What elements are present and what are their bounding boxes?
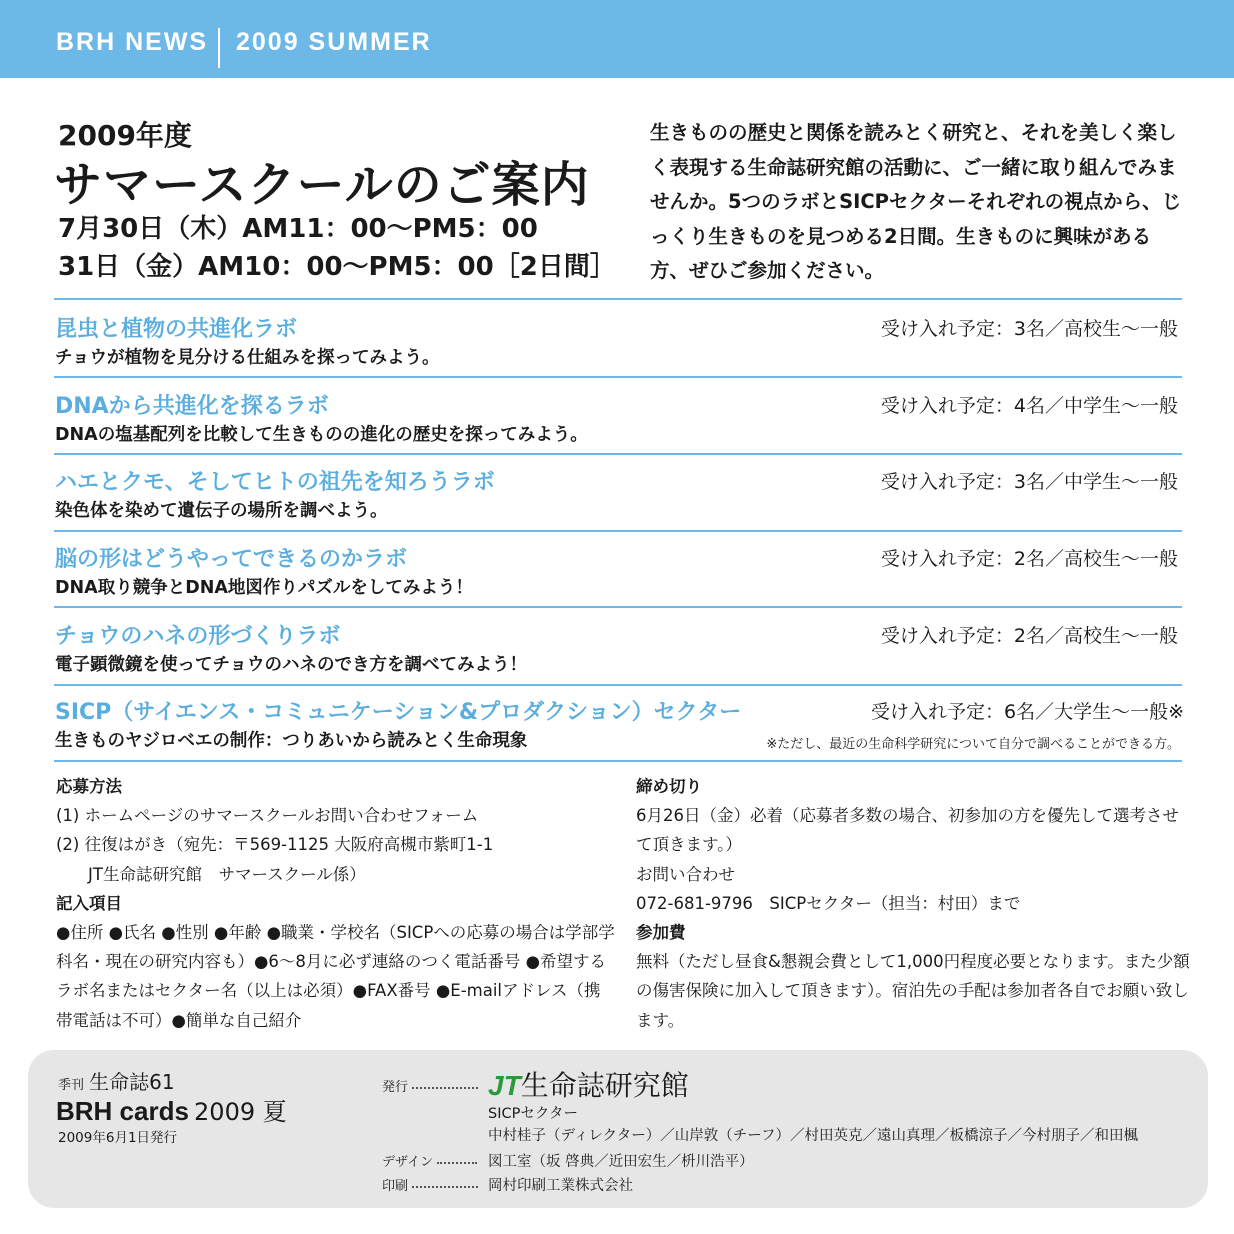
kikan-label: 季刊 bbox=[58, 1078, 85, 1093]
intro-text: 生きものの歴史と関係を読みとく研究と、それを美しく楽しく表現する生命誌研究館の活動に、ご一緒に取り組んでみませんか。5つのラボとSICPセクターそれぞれの視点から、じっくり生きものを見つめる2日間。生きものに興味がある方、ぜひご参加ください。 bbox=[650, 121, 1182, 283]
lab-description: 染色体を染めて遺伝子の場所を調べよう。 bbox=[55, 501, 388, 521]
lab-description: 電子顕微鏡を使ってチョウのハネのでき方を調べてみよう！ bbox=[55, 655, 527, 675]
lab-capacity: 受け入れ予定：3名／高校生～一般 bbox=[880, 318, 1178, 340]
hero-year: 2009年度 bbox=[58, 119, 192, 152]
lab-capacity: 受け入れ予定：4名／中学生～一般 bbox=[880, 395, 1178, 417]
brand-title: BRH NEWS bbox=[56, 28, 209, 56]
sector-description: 生きものヤジロベエの制作：つりあいから読みとく生命現象 bbox=[55, 731, 528, 751]
print-label: 印刷 bbox=[382, 1179, 409, 1194]
lab-name: 昆虫と植物の共進化ラボ bbox=[55, 317, 298, 342]
lab-capacity: 受け入れ予定：2名／高校生～一般 bbox=[880, 625, 1178, 647]
method-item: JT生命誌研究館 サマースクール係） bbox=[88, 864, 366, 884]
schedule-day2: 31日（金）AM10：00～PM5：00［2日間］ bbox=[58, 252, 616, 282]
lab-description: チョウが植物を見分ける仕組みを探ってみよう。 bbox=[55, 348, 440, 368]
cards-line bbox=[56, 1092, 287, 1127]
jt-logo bbox=[488, 1064, 689, 1104]
issue-title: 2009 SUMMER bbox=[236, 28, 432, 56]
deadline-heading: 締め切り bbox=[636, 777, 702, 796]
method-item: (2) 往復はがき（宛先：〒569-1125 大阪府高槻市紫町1-1 bbox=[56, 835, 494, 855]
items-heading: 記入項目 bbox=[56, 893, 122, 913]
fee-text: 無料（ただし昼食&懇親会費として1,000円程度必要となります。また少額の傷害保険に加入して頂きます）。宿泊先の手配は参加者各自でお願い致します。 bbox=[636, 952, 1190, 1030]
divider bbox=[54, 298, 1182, 300]
header-divider bbox=[218, 28, 220, 68]
divider bbox=[54, 453, 1182, 455]
fee-heading: 参加費 bbox=[636, 923, 686, 943]
jt-logo-mark: JT bbox=[488, 1070, 521, 1101]
cards-title: BRH cards bbox=[56, 1096, 189, 1126]
lab-name: チョウのハネの形づくりラボ bbox=[55, 624, 341, 649]
issue-date: 2009年6月1日発行 bbox=[58, 1130, 178, 1146]
divider bbox=[54, 760, 1182, 762]
lab-description: DNAの塩基配列を比較して生きものの進化の歴史を探ってみよう。 bbox=[55, 425, 588, 445]
divider bbox=[54, 376, 1182, 378]
divider bbox=[54, 606, 1182, 608]
sector-label: SICPセクター bbox=[488, 1106, 579, 1122]
application-section bbox=[56, 772, 616, 1035]
deadline-text: 6月26日（金）必着（応募者多数の場合、初参加の方を優先して選考させて頂きます。） bbox=[636, 806, 1179, 855]
lab-description: DNA取り競争とDNA地図作りパズルをしてみよう！ bbox=[55, 578, 473, 598]
header-bar bbox=[0, 0, 1234, 78]
deadline-section bbox=[636, 772, 1192, 1035]
lab-name: 脳の形はどうやってできるのかラボ bbox=[55, 547, 408, 572]
divider bbox=[54, 684, 1182, 686]
sector-capacity: 受け入れ予定：6名／大学生～一般※ bbox=[870, 701, 1184, 723]
publisher-row bbox=[382, 1076, 478, 1095]
printer-credit: 岡村印刷工業株式会社 bbox=[488, 1178, 633, 1194]
divider bbox=[54, 530, 1182, 532]
design-credit: 図工室（坂 啓典／近田宏生／枡川浩平） bbox=[488, 1154, 754, 1170]
items-text: ●住所 ●氏名 ●性別 ●年齢 ●職業・学校名（SICPへの応募の場合は学部学科名・現在の研究内容も）●6～8月に必ず連絡のつく電話番号 ●希望するラボ名またはセクター名（以上は必須）●FAX番号 ●E-mailアドレス（携帯電話は不可）●簡単な自己紹介 bbox=[56, 923, 615, 1030]
magazine-name: 生命誌61 bbox=[89, 1070, 175, 1094]
contact-label: お問い合わせ bbox=[636, 864, 735, 884]
staff-list: 中村桂子（ディレクター）／山岸敦（チーフ）／村田英克／遠山真理／板橋涼子／今村朋子／和田楓 bbox=[488, 1128, 1139, 1144]
season: 2009 夏 bbox=[194, 1098, 287, 1126]
publisher-label: 発行 bbox=[382, 1080, 409, 1095]
lab-name: DNAから共進化を探るラボ bbox=[55, 394, 329, 419]
jt-logo-text: 生命誌研究館 bbox=[520, 1069, 689, 1102]
leader-dots bbox=[412, 1087, 478, 1089]
lab-capacity: 受け入れ予定：2名／高校生～一般 bbox=[880, 548, 1178, 570]
leader-dots bbox=[437, 1162, 477, 1164]
schedule-day1: 7月30日（木）AM11：00～PM5：00 bbox=[58, 214, 538, 244]
lab-capacity: 受け入れ予定：3名／中学生～一般 bbox=[880, 471, 1178, 493]
method-item: (1) ホームページのサマースクールお問い合わせフォーム bbox=[56, 806, 479, 826]
page-title: サマースクールのご案内 bbox=[54, 157, 590, 213]
sector-name: SICP（サイエンス・コミュニケーション&プロダクション）セクター bbox=[55, 700, 742, 725]
leader-dots bbox=[412, 1186, 478, 1188]
design-label: デザイン bbox=[382, 1155, 434, 1170]
sector-note: ※ただし、最近の生命科学研究について自分で調べることができる方。 bbox=[766, 737, 1180, 752]
magazine-line bbox=[58, 1066, 175, 1095]
design-row bbox=[382, 1151, 477, 1170]
print-row bbox=[382, 1175, 478, 1194]
lab-name: ハエとクモ、そしてヒトの祖先を知ろうラボ bbox=[55, 470, 495, 495]
method-heading: 応募方法 bbox=[56, 777, 122, 796]
contact-text: 072-681-9796 SICPセクター（担当：村田）まで bbox=[636, 893, 1021, 913]
